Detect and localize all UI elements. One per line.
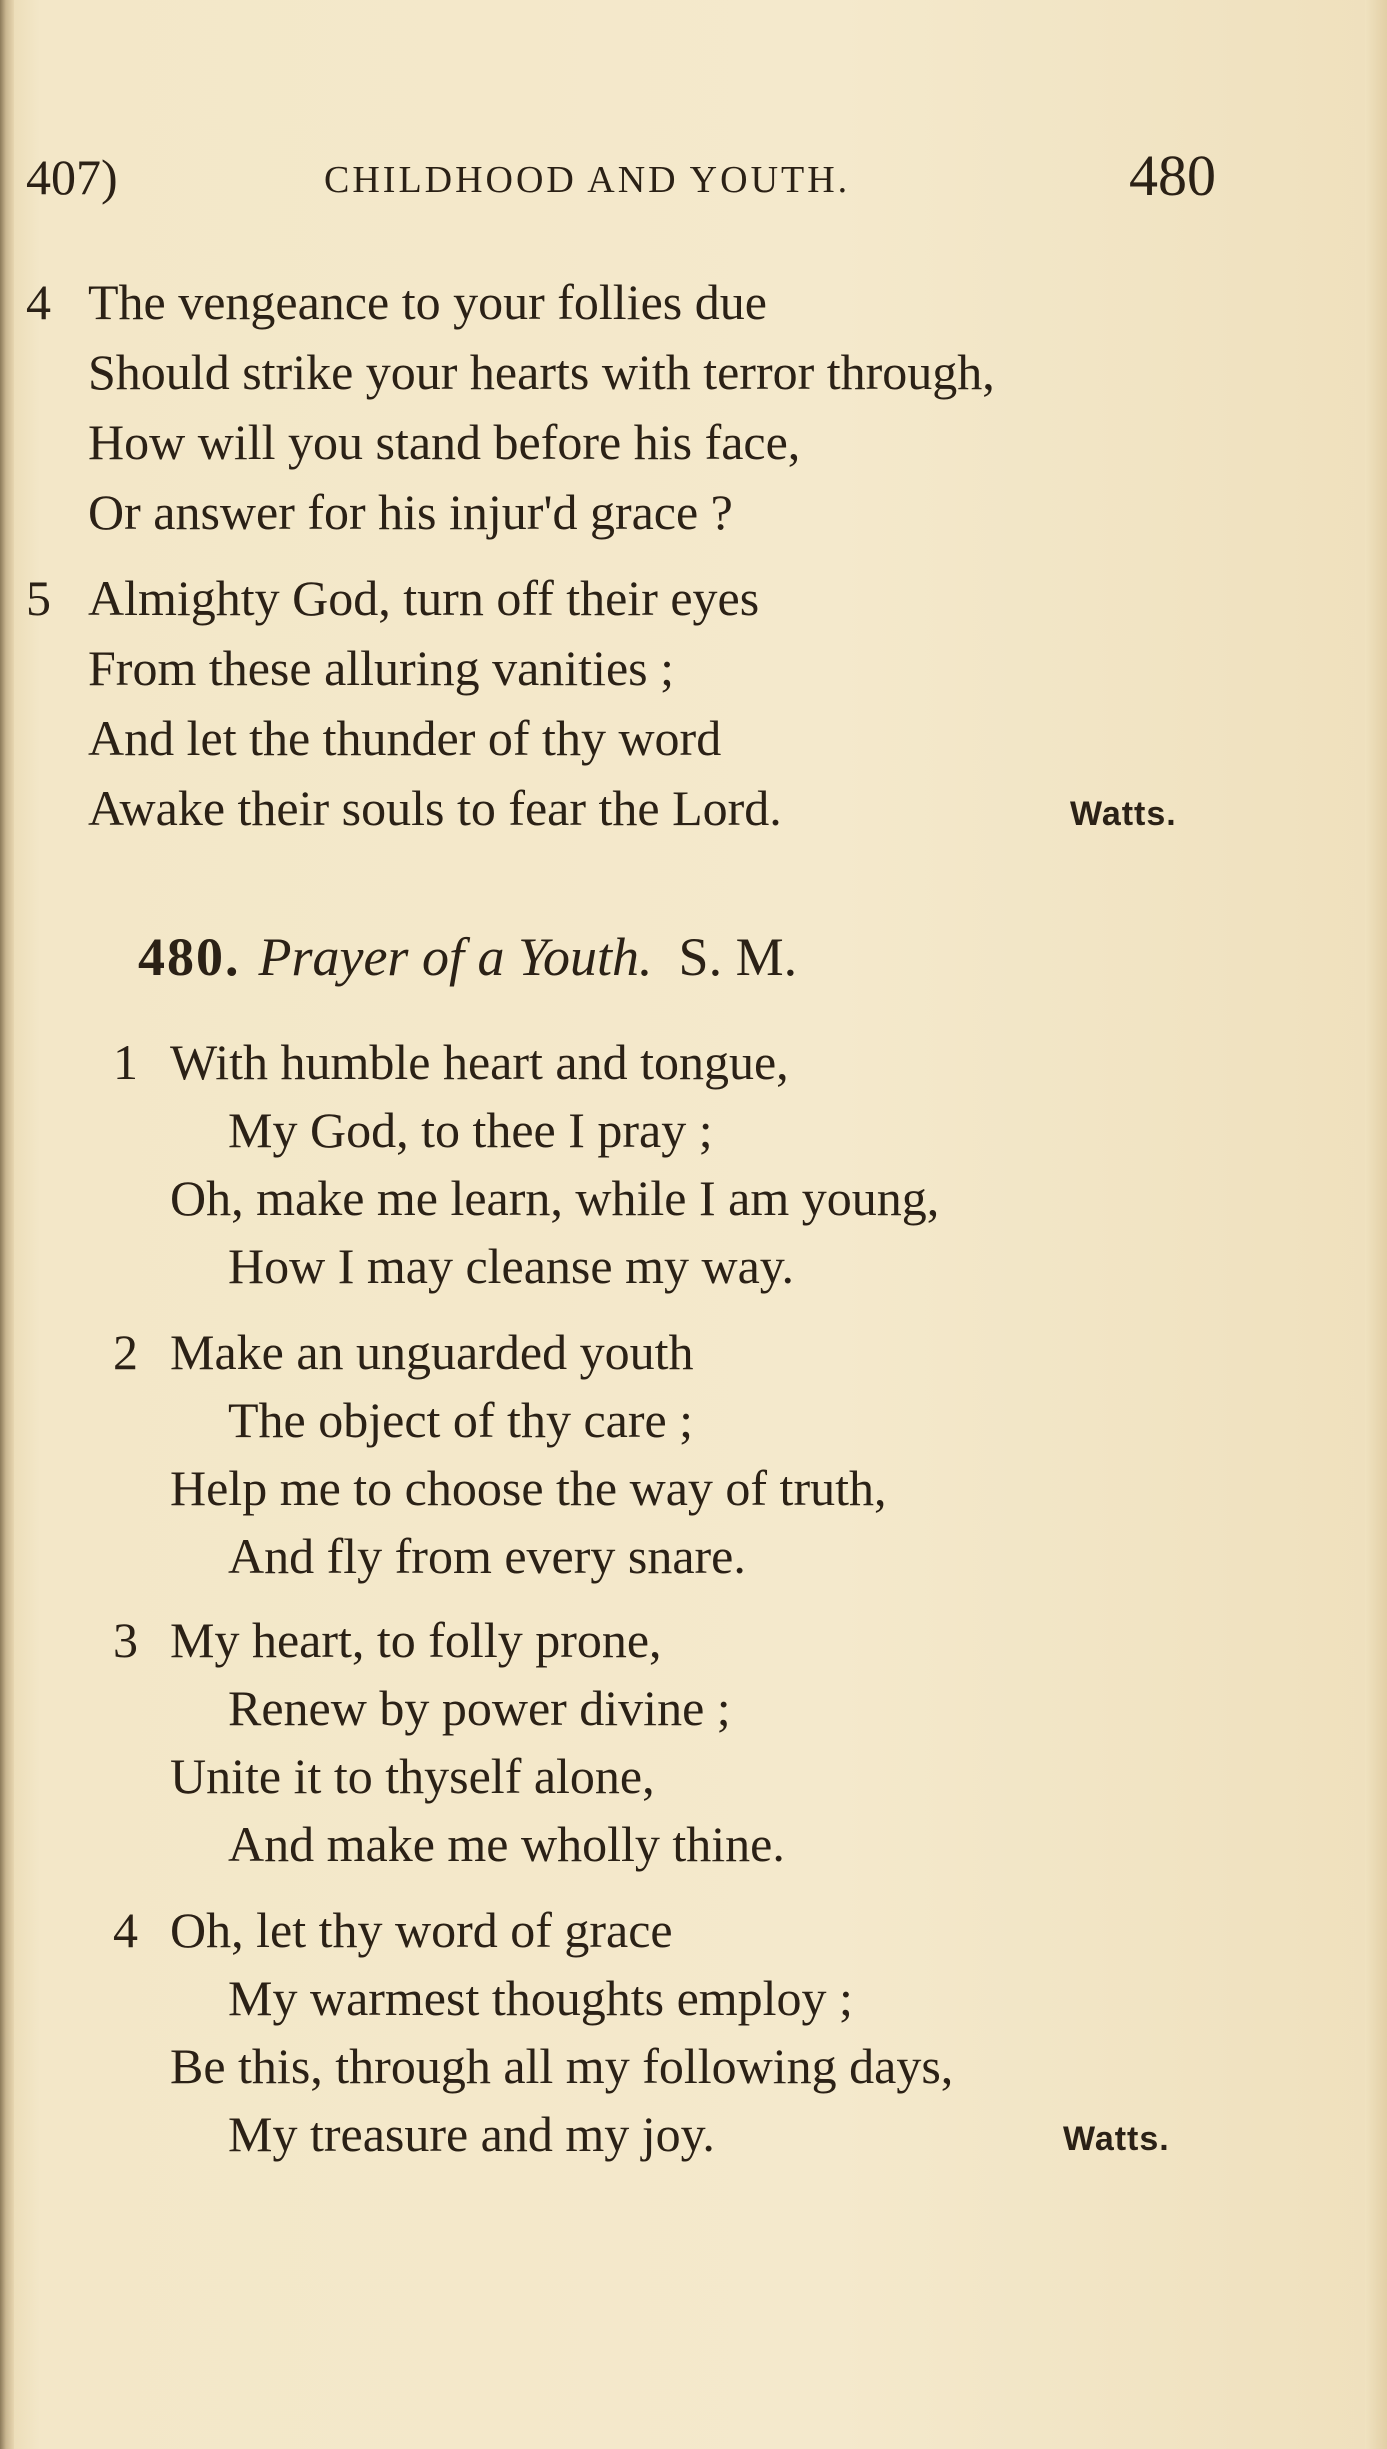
verse-line: And make me wholly thine. <box>228 1816 785 1872</box>
verse-line: Be this, through all my following days, <box>170 2038 954 2094</box>
stanza-number: 3 <box>113 1612 138 1668</box>
verse-line: How will you stand before his face, <box>88 414 801 470</box>
stanza-number: 4 <box>113 1902 138 1958</box>
header-section-title: CHILDHOOD AND YOUTH. <box>324 159 851 201</box>
page-edge <box>1365 0 1387 2449</box>
header-page-number: 480 <box>1129 143 1216 208</box>
verse-line: Or answer for his injur'd grace ? <box>88 484 733 540</box>
attribution: Watts. <box>1063 2120 1170 2158</box>
verse-line: Unite it to thyself alone, <box>170 1748 655 1804</box>
verse-line: Help me to choose the way of truth, <box>170 1460 887 1516</box>
verse-line: And let the thunder of thy word <box>88 710 722 766</box>
stanza-number: 5 <box>26 570 51 626</box>
verse-line: Renew by power divine ; <box>228 1680 731 1736</box>
stanza-number: 4 <box>26 274 51 330</box>
verse-line: With humble heart and tongue, <box>170 1034 789 1090</box>
verse-line: Oh, make me learn, while I am young, <box>170 1170 940 1226</box>
verse-line: The object of thy care ; <box>228 1392 694 1448</box>
running-header <box>26 143 1216 208</box>
verse-line: Should strike your hearts with terror through, <box>88 344 995 400</box>
verse-line: My God, to thee I pray ; <box>228 1102 713 1158</box>
hymn-meter: S. M. <box>678 927 798 987</box>
attribution: Watts. <box>1070 795 1177 833</box>
verse-line: Make an unguarded youth <box>170 1324 694 1380</box>
verse-line: Awake their souls to fear the Lord. <box>88 780 782 836</box>
verse-line: The vengeance to your follies due <box>88 274 767 330</box>
stanza-number: 1 <box>113 1034 138 1090</box>
hymn-heading <box>138 926 797 988</box>
stanza-number: 2 <box>113 1324 138 1380</box>
verse-line: From these alluring vanities ; <box>88 640 675 696</box>
verse-line: Almighty God, turn off their eyes <box>88 570 760 626</box>
verse-line: Oh, let thy word of grace <box>170 1902 673 1958</box>
verse-line: How I may cleanse my way. <box>228 1238 795 1294</box>
page-gutter <box>0 0 14 2449</box>
hymn-title: Prayer of a Youth. <box>258 927 653 987</box>
verse-line: My warmest thoughts employ ; <box>228 1970 853 2026</box>
header-hymn-range: 407) <box>26 149 118 205</box>
verse-line: My treasure and my joy. <box>228 2106 715 2162</box>
verse-line: And fly from every snare. <box>228 1528 746 1584</box>
verse-line: My heart, to folly prone, <box>170 1612 662 1668</box>
hymn-number: 480. <box>138 927 241 987</box>
